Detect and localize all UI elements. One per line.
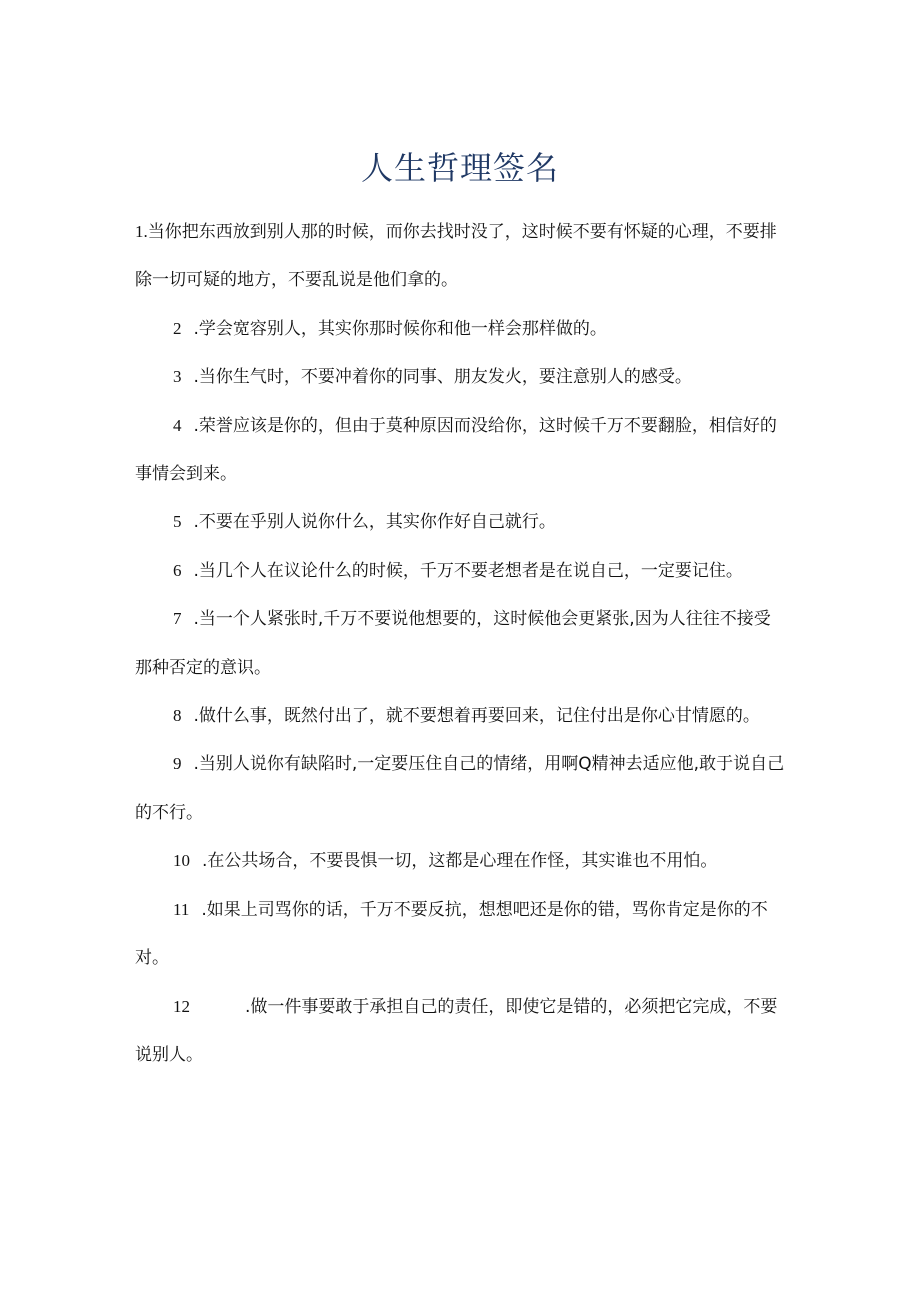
item-text: .当别人说你有缺陷时,一定要压住自己的情绪，用啊Q精神去适应他,敢于说自己的不行。: [135, 754, 785, 823]
list-item-9: [135, 740, 787, 837]
item-number: 2: [173, 318, 182, 338]
item-number: 8: [173, 706, 182, 726]
item-text: .荣誉应该是你的，但由于莫种原因而没给你，这时候千万不要翻脸，相信好的事情会到来。: [135, 415, 777, 485]
item-text: .在公共场合，不要畏惧一切，这都是心理在作怪，其实谁也不用怕。: [202, 851, 718, 872]
item-text: .如果上司骂你的话，千万不要反抗，想想吧还是你的错，骂你肯定是你的不对。: [135, 899, 768, 969]
item-number: 6: [173, 560, 182, 580]
page-title: 人生哲理签名: [360, 149, 559, 187]
item-text: .不要在乎别人说你什么，其实你作好自己就行。: [193, 512, 556, 533]
item-text: .学会宽容别人，其实你那时候你和他一样会那样做的。: [193, 318, 607, 339]
list-item-4: [135, 402, 787, 499]
item-number: 7: [173, 609, 182, 629]
item-number: 11: [173, 899, 190, 919]
item-text: 当你把东西放到别人那的时候，而你去找时没了，这时候不要有怀疑的心理，不要排除一切可疑的地方，不要乱说是他们拿的。: [135, 222, 777, 291]
item-number: 3: [173, 367, 182, 387]
document-body: [135, 208, 787, 1079]
list-item-10: [135, 837, 787, 885]
item-number: 12: [173, 996, 190, 1016]
list-item-8: [135, 692, 787, 740]
list-item-3: [135, 353, 787, 401]
list-item-1: [135, 208, 787, 305]
item-number: 10: [173, 851, 190, 871]
item-number: 9: [173, 754, 182, 774]
item-number: 5: [173, 512, 182, 532]
item-text: .当几个人在议论什么的时候，千万不要老想者是在说自己，一定要记住。: [193, 560, 743, 581]
list-item-7: [135, 595, 787, 692]
item-number: 4: [173, 415, 182, 435]
item-text: .当你生气时，不要冲着你的同事、朋友发火，要注意别人的感受。: [193, 367, 692, 388]
item-text: .做什么事，既然付出了，就不要想着再要回来，记住付出是你心甘情愿的。: [193, 706, 760, 727]
item-text: .做一件事要敢于承担自己的责任，即使它是错的，必须把它完成，不要说别人。: [135, 996, 778, 1065]
list-item-5: [135, 498, 787, 546]
list-item-12: [135, 983, 787, 1080]
item-number: 1.: [135, 222, 148, 241]
list-item-6: [135, 547, 787, 595]
list-item-2: [135, 305, 787, 353]
item-text: .当一个人紧张时,千万不要说他想要的，这时候他会更紧张,因为人往往不接受那种否定的意识。: [135, 609, 771, 678]
list-item-11: [135, 886, 787, 983]
